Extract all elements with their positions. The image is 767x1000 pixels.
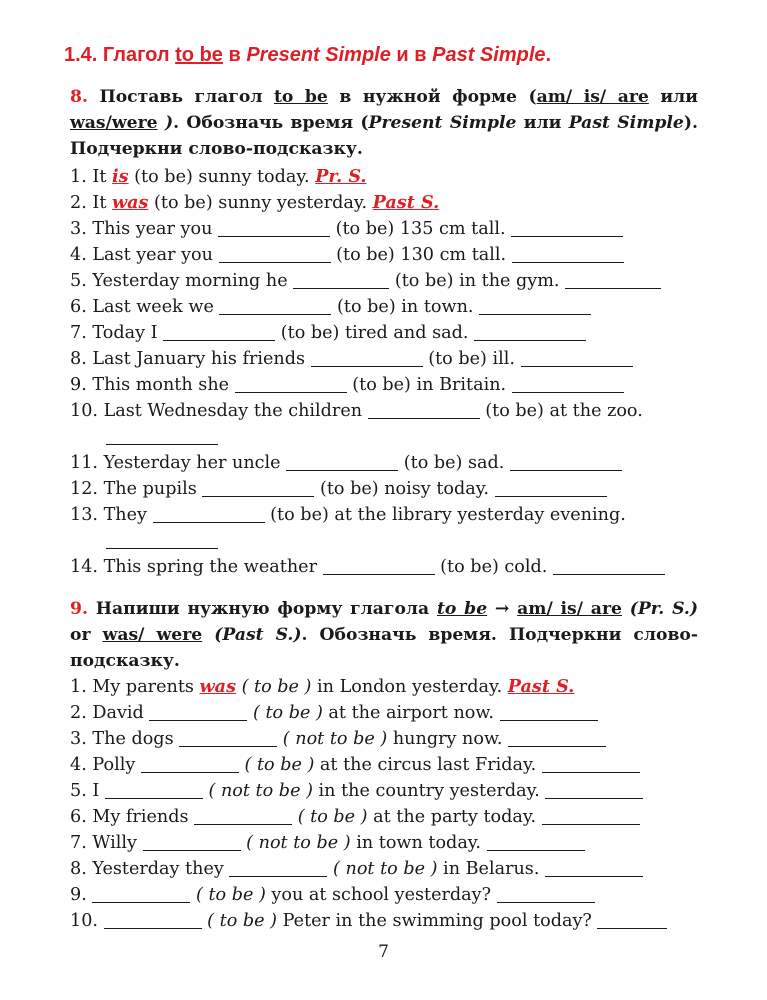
exercise-line: 8. Yesterday they ( not to be ) in Belarus. (70, 856, 643, 882)
exercise-line: 11. Yesterday her uncle (to be) sad. (70, 450, 622, 476)
tense-blank[interactable] (479, 296, 591, 315)
exercise-line: 13. They (to be) at the library yesterday evening. (70, 505, 626, 525)
answer-blank[interactable] (311, 348, 423, 367)
exercise-line: 12. The pupils (to be) noisy today. (70, 476, 607, 502)
answer-blank[interactable] (202, 478, 314, 497)
tense-blank[interactable] (545, 780, 643, 799)
sample-answer: was (112, 192, 149, 213)
answer-blank[interactable] (143, 832, 241, 851)
sample-tense: Past S. (372, 192, 440, 213)
answer-blank[interactable] (149, 702, 247, 721)
exercise-line: 14. This spring the weather (to be) cold. (70, 554, 665, 580)
sample-answer: is (112, 166, 129, 187)
answer-blank[interactable] (163, 322, 275, 341)
exercise-line-continuation (106, 528, 218, 554)
tense-blank[interactable] (512, 374, 624, 393)
exercise-line: 7. Today I (to be) tired and sad. (70, 320, 586, 346)
answer-blank[interactable] (323, 556, 435, 575)
tense-blank[interactable] (495, 478, 607, 497)
answer-blank[interactable] (179, 728, 277, 747)
section-title: 1.4. Глагол to be в Present Simple и в Past Simple. (64, 44, 552, 66)
exercise-line: 8. Last January his friends (to be) ill. (70, 346, 633, 372)
exercise-line: 6. My friends ( to be ) at the party today. (70, 804, 640, 830)
exercise-line: 7. Willy ( not to be ) in town today. (70, 830, 585, 856)
tense-blank[interactable] (565, 270, 661, 289)
tense-blank[interactable] (500, 702, 598, 721)
exercise-line: 2. It was (to be) sunny yesterday. Past S. (70, 192, 440, 213)
answer-blank[interactable] (218, 218, 330, 237)
answer-blank[interactable] (219, 244, 331, 263)
sample-answer: was (199, 676, 236, 697)
task-8-instructions: 8. Поставь глагол to be в нужной форме (am/ is/ are или was/were ). Обозначь время (Present Simple или Past Simple). Подчеркни слово-подсказку. (70, 87, 698, 159)
exercise-line: 2. David ( to be ) at the airport now. (70, 700, 598, 726)
tense-blank[interactable] (497, 884, 595, 903)
task-9-instructions: 9. Напиши нужную форму глагола to be → am/ is/ are (Pr. S.) or was/ were (Past S.). Обозначь время. Подчеркни слово-подсказку. (70, 599, 698, 671)
answer-blank[interactable] (105, 780, 203, 799)
exercise-line: 1. It is (to be) sunny today. Pr. S. (70, 166, 367, 187)
answer-blank[interactable] (286, 452, 398, 471)
answer-blank[interactable] (92, 884, 190, 903)
exercise-line: 4. Last year you (to be) 130 cm tall. (70, 242, 624, 268)
exercise-line: 5. Yesterday morning he (to be) in the gym. (70, 268, 661, 294)
tense-blank[interactable] (542, 754, 640, 773)
exercise-line: 9. ( to be ) you at school yesterday? (70, 882, 595, 908)
answer-blank[interactable] (153, 504, 265, 523)
tense-blank[interactable] (597, 910, 667, 929)
tense-blank[interactable] (510, 452, 622, 471)
tense-blank[interactable] (512, 244, 624, 263)
page-number: 7 (378, 942, 389, 962)
exercise-line: 10. ( to be ) Peter in the swimming pool today? (70, 908, 667, 934)
answer-blank[interactable] (104, 910, 202, 929)
tense-blank[interactable] (106, 530, 218, 549)
answer-blank[interactable] (229, 858, 327, 877)
tense-blank[interactable] (511, 218, 623, 237)
exercise-line: 5. I ( not to be ) in the country yesterday. (70, 778, 643, 804)
sample-tense: Pr. S. (315, 166, 367, 187)
exercise-line: 1. My parents was ( to be ) in London yesterday. Past S. (70, 676, 575, 697)
exercise-line-continuation (106, 424, 218, 450)
answer-blank[interactable] (368, 400, 480, 419)
tense-blank[interactable] (521, 348, 633, 367)
answer-blank[interactable] (219, 296, 331, 315)
exercise-line: 3. This year you (to be) 135 cm tall. (70, 216, 623, 242)
tense-blank[interactable] (508, 728, 606, 747)
exercise-line: 6. Last week we (to be) in town. (70, 294, 591, 320)
sample-tense: Past S. (507, 676, 575, 697)
exercise-line: 4. Polly ( to be ) at the circus last Friday. (70, 752, 640, 778)
answer-blank[interactable] (194, 806, 292, 825)
tense-blank[interactable] (474, 322, 586, 341)
tense-blank[interactable] (545, 858, 643, 877)
answer-blank[interactable] (141, 754, 239, 773)
exercise-line: 9. This month she (to be) in Britain. (70, 372, 624, 398)
tense-blank[interactable] (553, 556, 665, 575)
tense-blank[interactable] (487, 832, 585, 851)
tense-blank[interactable] (106, 426, 218, 445)
tense-blank[interactable] (542, 806, 640, 825)
exercise-line: 10. Last Wednesday the children (to be) at the zoo. (70, 401, 643, 421)
answer-blank[interactable] (293, 270, 389, 289)
answer-blank[interactable] (235, 374, 347, 393)
exercise-line: 3. The dogs ( not to be ) hungry now. (70, 726, 606, 752)
